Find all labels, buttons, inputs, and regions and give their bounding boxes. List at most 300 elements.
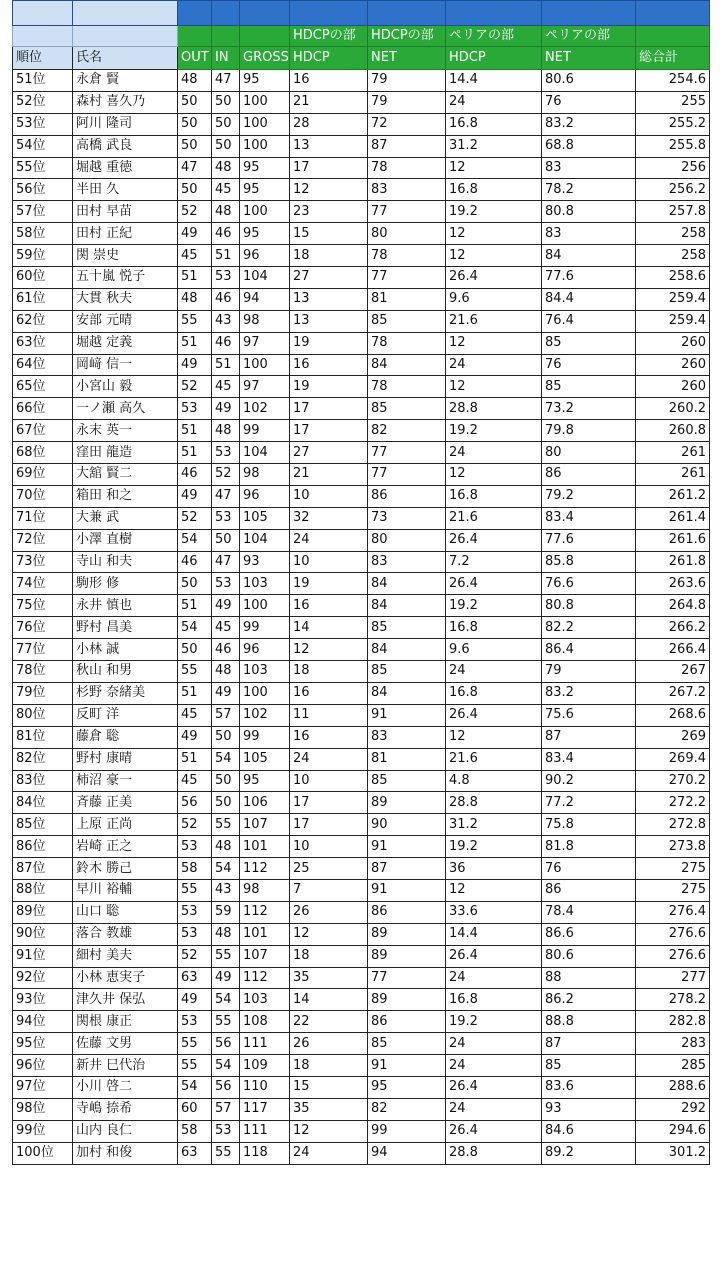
table-row <box>13 989 710 1011</box>
rank-cell: 79位 <box>13 682 73 704</box>
table-row <box>13 726 710 748</box>
out-cell: 53 <box>178 1011 212 1033</box>
out-cell: 46 <box>178 551 212 573</box>
name-cell: 安部 元晴 <box>73 310 178 332</box>
hdcp-cell: 16 <box>290 595 368 617</box>
name-cell: 加村 和俊 <box>73 1142 178 1164</box>
peoria-hdcp-cell: 21.6 <box>446 310 542 332</box>
gross-cell: 100 <box>240 595 290 617</box>
peoria-hdcp-cell: 24 <box>446 91 542 113</box>
name-cell: 山口 聡 <box>73 901 178 923</box>
rank-cell: 68位 <box>13 442 73 464</box>
name-cell: 野村 康晴 <box>73 748 178 770</box>
name-cell: 田村 早苗 <box>73 201 178 223</box>
hdcp-cell: 32 <box>290 507 368 529</box>
net-cell: 91 <box>368 704 446 726</box>
peoria-hdcp-cell: 24 <box>446 442 542 464</box>
gross-cell: 104 <box>240 267 290 289</box>
in-cell: 50 <box>212 792 240 814</box>
hdcp-cell: 35 <box>290 1098 368 1120</box>
rank-cell: 87位 <box>13 858 73 880</box>
table-row <box>13 135 710 157</box>
in-cell: 49 <box>212 682 240 704</box>
table-row <box>13 179 710 201</box>
in-cell: 50 <box>212 726 240 748</box>
gross-cell: 111 <box>240 1120 290 1142</box>
peoria-hdcp-cell: 9.6 <box>446 639 542 661</box>
peoria-hdcp-cell: 33.6 <box>446 901 542 923</box>
peoria-hdcp-cell: 14.4 <box>446 70 542 92</box>
table-row <box>13 507 710 529</box>
total-cell: 267 <box>636 661 710 683</box>
peoria-hdcp-cell: 21.6 <box>446 507 542 529</box>
peoria-net-cell: 83.6 <box>542 1076 636 1098</box>
table-row <box>13 704 710 726</box>
hdcp-cell: 15 <box>290 1076 368 1098</box>
band-cell <box>13 1 73 26</box>
name-cell: 上原 正尚 <box>73 814 178 836</box>
peoria-hdcp-cell: 19.2 <box>446 1011 542 1033</box>
hdcp-cell: 24 <box>290 529 368 551</box>
name-cell: 関根 康正 <box>73 1011 178 1033</box>
peoria-net-cell: 80.6 <box>542 945 636 967</box>
peoria-net-cell: 77.6 <box>542 529 636 551</box>
net-cell: 77 <box>368 201 446 223</box>
name-cell: 細村 美夫 <box>73 945 178 967</box>
in-cell: 46 <box>212 639 240 661</box>
in-cell: 46 <box>212 223 240 245</box>
hdcp-cell: 21 <box>290 464 368 486</box>
out-cell: 63 <box>178 967 212 989</box>
group-header-blank <box>240 26 290 47</box>
total-cell: 275 <box>636 879 710 901</box>
table-row <box>13 1011 710 1033</box>
net-cell: 81 <box>368 288 446 310</box>
group-header-blank <box>73 26 178 47</box>
rank-cell: 100位 <box>13 1142 73 1164</box>
peoria-hdcp-cell: 12 <box>446 376 542 398</box>
rank-cell: 52位 <box>13 91 73 113</box>
out-cell: 49 <box>178 354 212 376</box>
gross-cell: 105 <box>240 748 290 770</box>
out-cell: 55 <box>178 310 212 332</box>
gross-cell: 99 <box>240 420 290 442</box>
peoria-net-cell: 75.8 <box>542 814 636 836</box>
table-row <box>13 420 710 442</box>
in-cell: 52 <box>212 464 240 486</box>
in-cell: 48 <box>212 420 240 442</box>
total-cell: 260 <box>636 332 710 354</box>
total-cell: 276.6 <box>636 945 710 967</box>
hdcp-cell: 28 <box>290 113 368 135</box>
peoria-net-cell: 86 <box>542 464 636 486</box>
out-cell: 50 <box>178 179 212 201</box>
peoria-net-cell: 86 <box>542 879 636 901</box>
name-cell: 堀越 定義 <box>73 332 178 354</box>
rank-cell: 60位 <box>13 267 73 289</box>
peoria-hdcp-cell: 9.6 <box>446 288 542 310</box>
name-cell: 秋山 和男 <box>73 661 178 683</box>
peoria-net-cell: 76 <box>542 91 636 113</box>
out-cell: 51 <box>178 442 212 464</box>
net-cell: 78 <box>368 376 446 398</box>
rank-cell: 75位 <box>13 595 73 617</box>
peoria-hdcp-cell: 16.8 <box>446 682 542 704</box>
net-cell: 91 <box>368 879 446 901</box>
gross-cell: 100 <box>240 135 290 157</box>
table-row <box>13 923 710 945</box>
hdcp-cell: 12 <box>290 639 368 661</box>
group-header-blank <box>636 26 710 47</box>
net-cell: 95 <box>368 1076 446 1098</box>
in-cell: 45 <box>212 617 240 639</box>
col-header-net: NET <box>368 47 446 70</box>
hdcp-cell: 24 <box>290 748 368 770</box>
rank-cell: 53位 <box>13 113 73 135</box>
peoria-hdcp-cell: 12 <box>446 245 542 267</box>
gross-cell: 97 <box>240 332 290 354</box>
hdcp-cell: 14 <box>290 617 368 639</box>
table-row <box>13 901 710 923</box>
band-cell <box>636 1 710 26</box>
net-cell: 85 <box>368 1033 446 1055</box>
out-cell: 55 <box>178 1055 212 1077</box>
gross-cell: 96 <box>240 485 290 507</box>
total-cell: 260.8 <box>636 420 710 442</box>
group-header-peoria: ペリアの部 <box>446 26 542 47</box>
net-cell: 80 <box>368 223 446 245</box>
gross-cell: 103 <box>240 989 290 1011</box>
total-cell: 266.4 <box>636 639 710 661</box>
rank-cell: 88位 <box>13 879 73 901</box>
in-cell: 50 <box>212 91 240 113</box>
peoria-hdcp-cell: 21.6 <box>446 748 542 770</box>
out-cell: 52 <box>178 945 212 967</box>
peoria-net-cell: 76.4 <box>542 310 636 332</box>
hdcp-cell: 35 <box>290 967 368 989</box>
total-cell: 285 <box>636 1055 710 1077</box>
name-cell: 箱田 和之 <box>73 485 178 507</box>
peoria-hdcp-cell: 26.4 <box>446 573 542 595</box>
rank-cell: 80位 <box>13 704 73 726</box>
hdcp-cell: 10 <box>290 836 368 858</box>
gross-cell: 100 <box>240 354 290 376</box>
total-cell: 258.6 <box>636 267 710 289</box>
out-cell: 54 <box>178 617 212 639</box>
rank-cell: 54位 <box>13 135 73 157</box>
total-cell: 255.2 <box>636 113 710 135</box>
in-cell: 50 <box>212 113 240 135</box>
peoria-net-cell: 83.2 <box>542 682 636 704</box>
out-cell: 53 <box>178 901 212 923</box>
in-cell: 48 <box>212 157 240 179</box>
rank-cell: 73位 <box>13 551 73 573</box>
total-cell: 268.6 <box>636 704 710 726</box>
net-cell: 89 <box>368 923 446 945</box>
peoria-hdcp-cell: 36 <box>446 858 542 880</box>
rank-cell: 71位 <box>13 507 73 529</box>
peoria-hdcp-cell: 24 <box>446 1033 542 1055</box>
hdcp-cell: 7 <box>290 879 368 901</box>
gross-cell: 95 <box>240 179 290 201</box>
out-cell: 54 <box>178 529 212 551</box>
hdcp-cell: 24 <box>290 1142 368 1164</box>
in-cell: 56 <box>212 1033 240 1055</box>
in-cell: 54 <box>212 989 240 1011</box>
net-cell: 84 <box>368 354 446 376</box>
peoria-net-cell: 87 <box>542 726 636 748</box>
in-cell: 46 <box>212 288 240 310</box>
in-cell: 55 <box>212 1011 240 1033</box>
peoria-hdcp-cell: 16.8 <box>446 485 542 507</box>
rank-cell: 77位 <box>13 639 73 661</box>
rank-cell: 82位 <box>13 748 73 770</box>
peoria-net-cell: 73.2 <box>542 398 636 420</box>
name-cell: 寺嶋 捺希 <box>73 1098 178 1120</box>
out-cell: 52 <box>178 201 212 223</box>
rank-cell: 55位 <box>13 157 73 179</box>
peoria-hdcp-cell: 26.4 <box>446 529 542 551</box>
hdcp-cell: 17 <box>290 792 368 814</box>
gross-cell: 108 <box>240 1011 290 1033</box>
total-cell: 258 <box>636 223 710 245</box>
rank-cell: 62位 <box>13 310 73 332</box>
table-row <box>13 617 710 639</box>
name-cell: 斉藤 正美 <box>73 792 178 814</box>
in-cell: 51 <box>212 354 240 376</box>
gross-cell: 103 <box>240 573 290 595</box>
out-cell: 52 <box>178 814 212 836</box>
peoria-net-cell: 88.8 <box>542 1011 636 1033</box>
rank-cell: 99位 <box>13 1120 73 1142</box>
in-cell: 55 <box>212 1142 240 1164</box>
net-cell: 87 <box>368 135 446 157</box>
peoria-net-cell: 80.6 <box>542 70 636 92</box>
out-cell: 45 <box>178 245 212 267</box>
peoria-hdcp-cell: 24 <box>446 1098 542 1120</box>
table-row <box>13 485 710 507</box>
rank-cell: 72位 <box>13 529 73 551</box>
name-cell: 大兼 武 <box>73 507 178 529</box>
total-cell: 261.8 <box>636 551 710 573</box>
peoria-hdcp-cell: 12 <box>446 157 542 179</box>
peoria-hdcp-cell: 12 <box>446 879 542 901</box>
hdcp-cell: 18 <box>290 661 368 683</box>
table-row <box>13 332 710 354</box>
rank-cell: 93位 <box>13 989 73 1011</box>
rank-cell: 78位 <box>13 661 73 683</box>
band-cell <box>368 1 446 26</box>
peoria-hdcp-cell: 14.4 <box>446 923 542 945</box>
out-cell: 52 <box>178 507 212 529</box>
in-cell: 49 <box>212 595 240 617</box>
peoria-hdcp-cell: 24 <box>446 1055 542 1077</box>
name-cell: 小宮山 毅 <box>73 376 178 398</box>
peoria-net-cell: 80 <box>542 442 636 464</box>
total-cell: 261.6 <box>636 529 710 551</box>
table-row <box>13 770 710 792</box>
col-header-total: 総合計 <box>636 47 710 70</box>
in-cell: 54 <box>212 748 240 770</box>
net-cell: 82 <box>368 420 446 442</box>
gross-cell: 107 <box>240 945 290 967</box>
total-cell: 282.8 <box>636 1011 710 1033</box>
gross-cell: 102 <box>240 704 290 726</box>
gross-cell: 97 <box>240 376 290 398</box>
gross-cell: 102 <box>240 398 290 420</box>
table-row <box>13 1033 710 1055</box>
table-row <box>13 836 710 858</box>
gross-cell: 101 <box>240 923 290 945</box>
name-cell: 鈴木 勝己 <box>73 858 178 880</box>
name-cell: 大貫 秋夫 <box>73 288 178 310</box>
table-row <box>13 661 710 683</box>
peoria-hdcp-cell: 4.8 <box>446 770 542 792</box>
gross-cell: 96 <box>240 639 290 661</box>
rank-cell: 96位 <box>13 1055 73 1077</box>
rank-cell: 90位 <box>13 923 73 945</box>
peoria-hdcp-cell: 16.8 <box>446 179 542 201</box>
gross-cell: 107 <box>240 814 290 836</box>
net-cell: 78 <box>368 157 446 179</box>
net-cell: 90 <box>368 814 446 836</box>
col-header-peoria-hdcp: HDCP <box>446 47 542 70</box>
table-row <box>13 288 710 310</box>
total-cell: 288.6 <box>636 1076 710 1098</box>
name-cell: 一ノ瀬 高久 <box>73 398 178 420</box>
name-cell: 田村 正紀 <box>73 223 178 245</box>
in-cell: 45 <box>212 376 240 398</box>
peoria-net-cell: 88 <box>542 967 636 989</box>
total-cell: 272.8 <box>636 814 710 836</box>
in-cell: 53 <box>212 573 240 595</box>
peoria-hdcp-cell: 16.8 <box>446 113 542 135</box>
table-row <box>13 310 710 332</box>
peoria-hdcp-cell: 28.8 <box>446 792 542 814</box>
name-cell: 大舘 賢二 <box>73 464 178 486</box>
peoria-hdcp-cell: 24 <box>446 661 542 683</box>
peoria-hdcp-cell: 12 <box>446 332 542 354</box>
peoria-net-cell: 82.2 <box>542 617 636 639</box>
in-cell: 55 <box>212 945 240 967</box>
total-cell: 263.6 <box>636 573 710 595</box>
net-cell: 83 <box>368 551 446 573</box>
gross-cell: 104 <box>240 529 290 551</box>
peoria-net-cell: 77.6 <box>542 267 636 289</box>
total-cell: 255 <box>636 91 710 113</box>
group-header-row <box>13 26 710 47</box>
out-cell: 56 <box>178 792 212 814</box>
hdcp-cell: 17 <box>290 420 368 442</box>
gross-cell: 98 <box>240 879 290 901</box>
out-cell: 51 <box>178 332 212 354</box>
peoria-net-cell: 87 <box>542 1033 636 1055</box>
name-cell: 小林 誠 <box>73 639 178 661</box>
net-cell: 85 <box>368 661 446 683</box>
out-cell: 45 <box>178 770 212 792</box>
group-header-blank <box>13 26 73 47</box>
table-row <box>13 967 710 989</box>
total-cell: 269 <box>636 726 710 748</box>
out-cell: 53 <box>178 923 212 945</box>
table-row <box>13 267 710 289</box>
gross-cell: 112 <box>240 967 290 989</box>
peoria-net-cell: 79 <box>542 661 636 683</box>
hdcp-cell: 13 <box>290 288 368 310</box>
rank-cell: 57位 <box>13 201 73 223</box>
rank-cell: 84位 <box>13 792 73 814</box>
hdcp-cell: 17 <box>290 814 368 836</box>
gross-cell: 93 <box>240 551 290 573</box>
table-row <box>13 1076 710 1098</box>
hdcp-cell: 21 <box>290 91 368 113</box>
table-row <box>13 945 710 967</box>
hdcp-cell: 18 <box>290 945 368 967</box>
net-cell: 91 <box>368 1055 446 1077</box>
peoria-hdcp-cell: 19.2 <box>446 420 542 442</box>
ranking-table <box>12 0 710 1165</box>
rank-cell: 70位 <box>13 485 73 507</box>
hdcp-cell: 13 <box>290 135 368 157</box>
out-cell: 54 <box>178 1076 212 1098</box>
name-cell: 五十嵐 悦子 <box>73 267 178 289</box>
rank-cell: 83位 <box>13 770 73 792</box>
total-cell: 255.8 <box>636 135 710 157</box>
total-cell: 264.8 <box>636 595 710 617</box>
net-cell: 84 <box>368 682 446 704</box>
name-cell: 寺山 和夫 <box>73 551 178 573</box>
rank-cell: 81位 <box>13 726 73 748</box>
table-row <box>13 748 710 770</box>
in-cell: 47 <box>212 485 240 507</box>
peoria-net-cell: 81.8 <box>542 836 636 858</box>
peoria-net-cell: 80.8 <box>542 201 636 223</box>
net-cell: 83 <box>368 179 446 201</box>
out-cell: 58 <box>178 858 212 880</box>
gross-cell: 109 <box>240 1055 290 1077</box>
gross-cell: 111 <box>240 1033 290 1055</box>
peoria-net-cell: 68.8 <box>542 135 636 157</box>
total-cell: 276.6 <box>636 923 710 945</box>
peoria-hdcp-cell: 7.2 <box>446 551 542 573</box>
name-cell: 藤倉 聡 <box>73 726 178 748</box>
table-row <box>13 70 710 92</box>
in-cell: 47 <box>212 551 240 573</box>
net-cell: 78 <box>368 245 446 267</box>
gross-cell: 98 <box>240 310 290 332</box>
gross-cell: 99 <box>240 617 290 639</box>
total-cell: 259.4 <box>636 310 710 332</box>
hdcp-cell: 15 <box>290 223 368 245</box>
in-cell: 50 <box>212 529 240 551</box>
peoria-hdcp-cell: 12 <box>446 464 542 486</box>
table-row <box>13 1098 710 1120</box>
name-cell: 杉野 奈緒美 <box>73 682 178 704</box>
table-row <box>13 91 710 113</box>
col-header-in: IN <box>212 47 240 70</box>
name-cell: 柿沼 豪一 <box>73 770 178 792</box>
band-cell <box>73 1 178 26</box>
hdcp-cell: 16 <box>290 70 368 92</box>
net-cell: 77 <box>368 267 446 289</box>
out-cell: 55 <box>178 661 212 683</box>
in-cell: 55 <box>212 814 240 836</box>
gross-cell: 105 <box>240 507 290 529</box>
total-cell: 270.2 <box>636 770 710 792</box>
net-cell: 85 <box>368 617 446 639</box>
net-cell: 77 <box>368 464 446 486</box>
in-cell: 53 <box>212 507 240 529</box>
